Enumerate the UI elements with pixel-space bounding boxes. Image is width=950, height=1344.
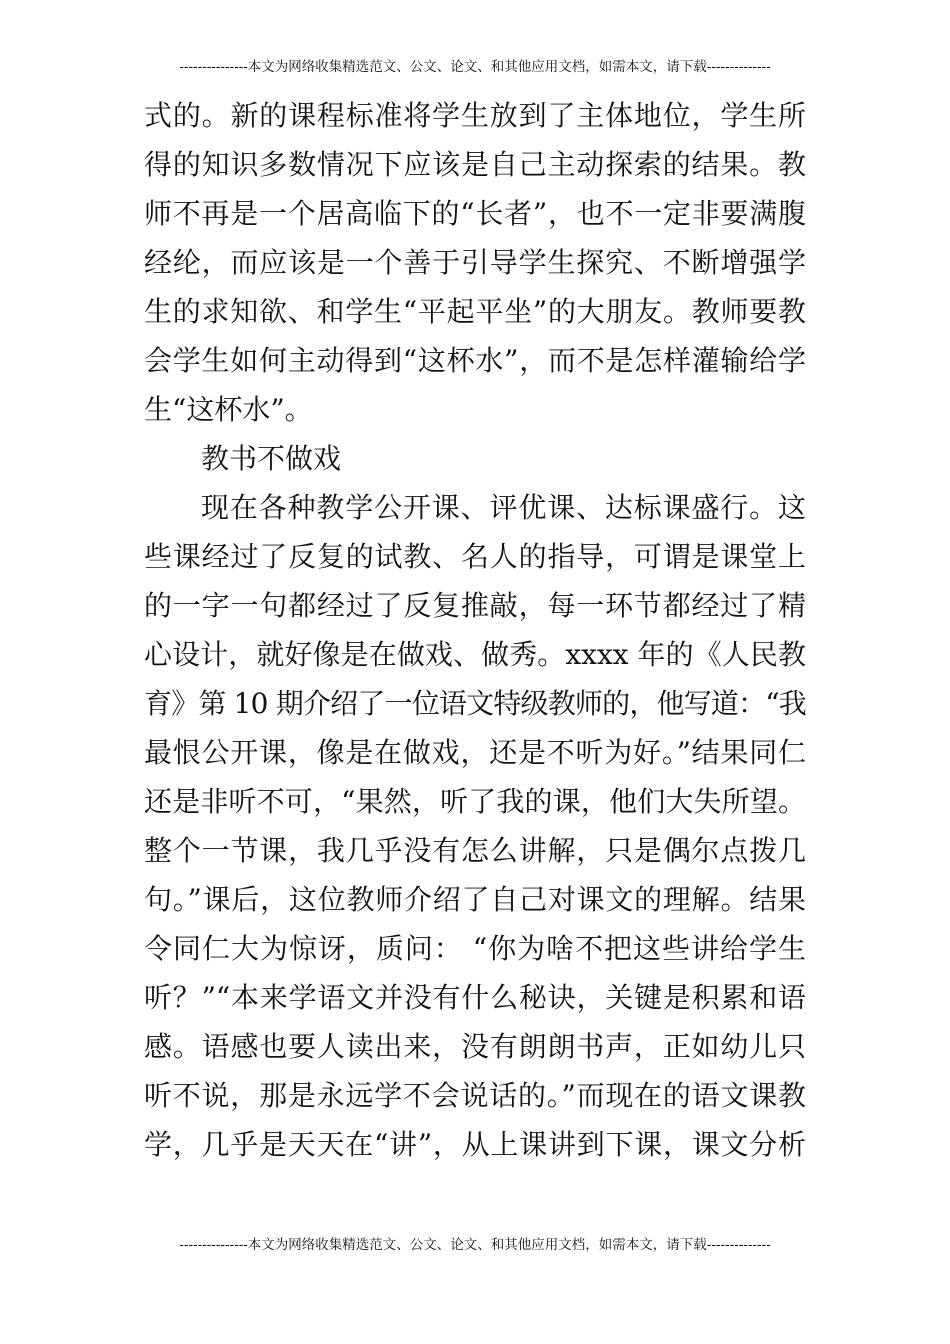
text-line: 整个一节课，我几乎没有怎么讲解，只是偶尔点拨几 xyxy=(144,834,806,867)
document-body xyxy=(144,91,806,1169)
text-line: 听不说，那是永远学不会说话的。”而现在的语文课教 xyxy=(144,1079,806,1112)
text-line: 会学生如何主动得到“这杯水”，而不是怎样灌输给学 xyxy=(144,344,806,377)
header-banner: ---------------本文为网络收集精选范文、公文、论文、和其他应用文档，如需本文，请下载-------------- xyxy=(179,59,771,75)
text-line: 还是非听不可，“果然，听了我的课，他们大失所望。 xyxy=(144,785,806,818)
text-line: 生的求知欲、和学生“平起平坐”的大朋友。教师要教 xyxy=(144,295,806,328)
text-line: 育》第 10 期介绍了一位语文特级教师的，他写道：“我 xyxy=(144,687,806,720)
text-line: 式的。新的课程标准将学生放到了主体地位，学生所 xyxy=(144,99,806,132)
text-line: 感。语感也要人读出来，没有朗朗书声，正如幼儿只 xyxy=(144,1030,806,1063)
text-line: 些课经过了反复的试教、名人的指导，可谓是课堂上 xyxy=(144,540,806,573)
text-line: 句。”课后，这位教师介绍了自己对课文的理解。结果 xyxy=(144,883,806,916)
text-line: 最恨公开课，像是在做戏，还是不听为好。”结果同仁 xyxy=(144,736,806,769)
text-line: 得的知识多数情况下应该是自己主动探索的结果。教 xyxy=(144,148,806,181)
text-line: 的一字一句都经过了反复推敲，每一环节都经过了精 xyxy=(144,589,806,622)
text-line: 师不再是一个居高临下的“长者”，也不一定非要满腹 xyxy=(144,197,806,230)
text-line: 听？”“本来学语文并没有什么秘诀，关键是积累和语 xyxy=(144,981,806,1014)
footer-banner: ---------------本文为网络收集精选范文、公文、论文、和其他应用文档，如需本文，请下载-------------- xyxy=(179,1237,771,1253)
text-line: 令同仁大为惊讶，质问： “你为啥不把这些讲给学生 xyxy=(144,932,806,965)
text-line: 现在各种教学公开课、评优课、达标课盛行。这 xyxy=(201,491,806,524)
text-line: 生“这杯水”。 xyxy=(144,393,313,426)
text-line: 学，几乎是天天在“讲”，从上课讲到下课，课文分析 xyxy=(144,1128,806,1161)
text-line: 心设计，就好像是在做戏、做秀。xxxx 年的《人民教 xyxy=(144,638,806,671)
text-line: 经纶，而应该是一个善于引导学生探究、不断增强学 xyxy=(144,246,806,279)
section-heading: 教书不做戏 xyxy=(201,442,342,475)
